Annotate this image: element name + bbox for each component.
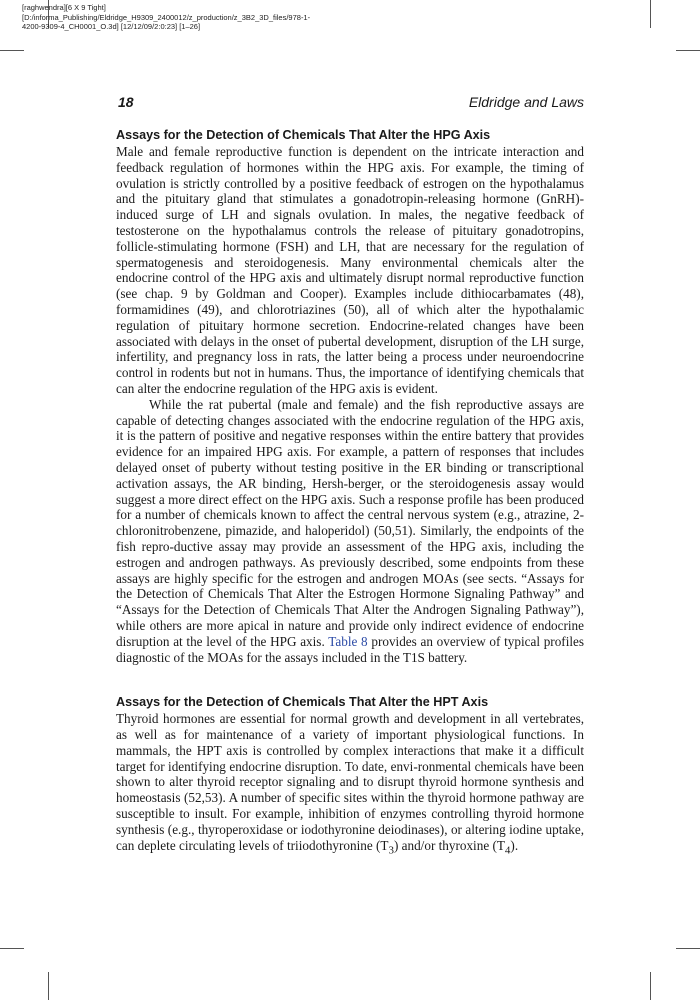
crop-mark-bottom-left	[48, 972, 49, 1000]
crop-mark-left-lower	[0, 948, 24, 949]
paragraph-hpt-1	[116, 711, 584, 859]
proof-info-slug: [raghwendra][6 X 9 Tight][D:/informa_Publishing/Eldridge_H9309_2400012/z_production/z_3B2_3D_files/978-1-4200-9309-4_CH0001_O.3d] [12/12/09/2:0:23] [1–26]	[22, 3, 311, 31]
paragraph-hpg-2-text: While the rat pubertal (male and female) and the fish reproductive assays are capable of detecting changes associated with the endocrine regulation of the HPG axis, it is the pattern of positive and negative responses within the entire battery that provides evidence for an impaired HPG axis. For example, a pattern of responses that includes delayed onset of puberty without testing positive in the ER binding or transcriptional activation assays, the AR binding, Hersh-berger, or the steroidogenesis assay would suggest a more direct effect on the HPG axis. Such a response profile has been produced for a number of chemicals known to affect the central nervous system (e.g., atrazine, 2-chloronitrobenzene, pimazide, and haloperidol) (50,51). Similarly, the endpoints of the fish repro-ductive assay may provide an assessment of the HPG axis, including the estrogen and androgen pathways. As previously described, some endpoints from these assays are highly specific for the estrogen and androgen MOAs (see sects. “Assays for the Detection of Chemicals That Alter the Estrogen Hormone Signaling Pathway” and “Assays for the Detection of Chemicals That Alter the Androgen Signaling Pathway”), while others are more apical in nature and provide only indirect evidence of endocrine disruption at the level of the HPG axis.	[116, 396, 584, 649]
page-body	[116, 127, 584, 859]
crop-mark-left-upper	[0, 50, 24, 51]
t3-subscript: 3	[388, 844, 394, 857]
table-8-link[interactable]: Table 8	[328, 633, 368, 649]
crop-mark-bottom-right	[650, 972, 651, 1000]
paragraph-hpg-2-tail: provides an overview of typical profiles diagnostic of the MOAs for the assays included in the T1S battery.	[116, 633, 585, 665]
section-heading-hpt: Assays for the Detection of Chemicals That Alter the HPT Axis	[116, 695, 489, 710]
paragraph-hpt-1-text: Thyroid hormones are essential for normal growth and development in all vertebrates, as well as for maintenance of a variety of important physiological functions. In mammals, the HPT axis is controlled by complex interactions that make it a difficult target for identifying endocrine disruption. To date, envi-ronmental chemicals have been shown to alter thyroid receptor signaling and to disrupt thyroid hormone synthesis and homeostasis (52,53). A number of specific sites within the thyroid hormone pathway are susceptible to insult. For example, inhibition of enzymes controlling thyroid hormone synthesis (e.g., thyroperoxidase or iodothyronine deiodinases), or altering iodine uptake, can deplete circulating levels of triiodothyronine (T	[116, 711, 584, 853]
running-head-authors: Eldridge and Laws	[468, 94, 584, 110]
t4-subscript: 4	[504, 844, 511, 857]
paragraph-hpt-1-end: ).	[510, 837, 519, 853]
section-spacer	[116, 665, 584, 694]
section-heading-hpg: Assays for the Detection of Chemicals That Alter the HPG Axis	[116, 128, 491, 142]
running-head	[118, 94, 584, 114]
crop-mark-right-upper	[676, 50, 700, 51]
crop-mark-top-right	[650, 0, 651, 28]
paragraph-hpg-2	[116, 397, 584, 666]
paragraph-hpt-1-mid: ) and/or thyroxine (T	[393, 837, 505, 853]
page-number: 18	[118, 94, 134, 110]
crop-mark-right-lower	[676, 948, 700, 949]
paragraph-hpg-1: Male and female reproductive function is dependent on the intricate interaction and feedback regulation of hormones within the HPG axis. For example, the timing of ovulation is strictly controlled by a positive feedback of estrogen on the hypothalamus and the pituitary gland that stimulates a gonadotropin-releasing hormone (GnRH)-induced surge of LH and signals ovulation. In males, the negative feedback of testosterone on the hypothalamus controls the release of pituitary gonadotropins, follicle-stimulating hormone (FSH) and LH, that are necessary for the regulation of spermatogenesis and steroidogenesis. Many environmental chemicals alter the endocrine control of the HPG axis and ultimately disrupt normal reproductive function (see chap. 9 by Goldman and Cooper). Examples include dithiocarbamates (48), formamidines (49), and chlorotriazines (50), all of which alter the hypothalamic regulation of pituitary hormone secretion. Endocrine-related changes have been associated with delays in the onset of pubertal development, disruption of the LH surge, infertility, and pregnancy loss in rats, the latter being a process under neuroendocrine control in rodents but not in humans. Thus, the importance of identifying chemicals that can alter the endocrine regulation of the HPG axis is evident.	[116, 144, 584, 396]
